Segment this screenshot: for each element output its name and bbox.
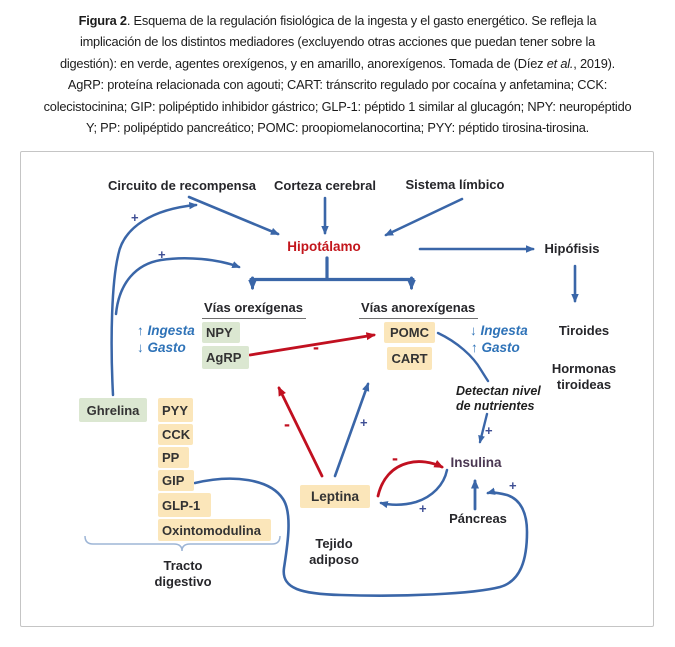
et-al-italic: et al. (546, 55, 574, 71)
node-agrp: AgRP (202, 346, 249, 369)
label-nutrient-sensing: Detectan nivel de nutrientes (456, 384, 541, 413)
minus-sign-leptina-insulin: - (392, 448, 398, 468)
node-pomc: POMC (384, 322, 435, 343)
caption-line-1: Figura 2. Esquema de la regulación fisiológica de la ingesta y el gasto energético. Se refleja la (78, 13, 597, 28)
node-pp: PP (158, 447, 189, 468)
node-thyroid-hormones: Hormonas tiroideas (551, 361, 617, 392)
caption-line-6: Y; PP: polipéptido pancreático; POMC: proopiomelanocortina; PYY: péptido tirosina-tirosina. (85, 120, 590, 136)
node-glp1: GLP-1 (158, 493, 211, 517)
header-anorexigenic-pathways: Vías anorexígenas (359, 300, 478, 319)
node-pyy: PYY (158, 398, 193, 422)
plus-sign-nutrients-insulin: + (485, 423, 493, 438)
caption-line-3: digestión): en verde, agentes orexígenos, y en amarillo, anorexígenos. Tomada de (Díez et al., 2019). (59, 55, 616, 71)
node-limbic-system: Sistema límbico (405, 177, 505, 192)
plus-sign-insulin-leptina: + (419, 501, 427, 516)
plus-sign-gut-pancreas: + (509, 478, 517, 493)
node-insulin: Insulina (450, 455, 502, 470)
node-leptina: Leptina (300, 485, 370, 508)
figure-frame (20, 151, 654, 627)
node-cerebral-cortex: Corteza cerebral (274, 178, 376, 193)
minus-sign-agrp-pomc: - (313, 337, 319, 357)
node-cart: CART (387, 347, 432, 370)
label-digestive-tract: Tracto digestivo (154, 558, 212, 589)
node-hypothalamus: Hipotálamo (287, 239, 361, 254)
minus-sign-leptina-agrp: - (284, 414, 290, 434)
node-pituitary: Hipófisis (544, 241, 600, 256)
node-ghrelina: Ghrelina (79, 398, 147, 422)
label-expenditure-up: ↑ Gasto (471, 340, 520, 355)
node-pancreas: Páncreas (449, 511, 507, 526)
arrow-reward-to-hypothalamus (189, 197, 278, 234)
label-expenditure-down: ↓ Gasto (137, 340, 186, 355)
arrow-leptina-to-insulin-inhibit (378, 462, 442, 496)
arrow-limbic-to-hypothalamus (386, 199, 462, 235)
node-reward-circuit: Circuito de recompensa (107, 178, 257, 193)
caption-line-4: AgRP: proteína relacionada con agouti; CART: tránscrito regulado por cocaína y anfetamina; CCK: (67, 77, 608, 93)
label-intake-up: ↑ Ingesta (137, 323, 195, 338)
arrow-leptina-to-pomc (335, 384, 368, 476)
plus-sign-ghrelina-orexigenic: + (158, 247, 166, 262)
plus-sign-ghrelina-reward: + (131, 210, 139, 225)
node-cck: CCK (158, 424, 193, 445)
figure-caption (0, 10, 675, 138)
plus-sign-leptina-pomc: + (360, 415, 368, 430)
hypothalamus-split-stem (251, 258, 413, 280)
arrow-ghrelina-to-reward (112, 205, 196, 395)
label-adipose-tissue: Tejido adiposo (309, 536, 359, 567)
header-orexigenic-pathways: Vías orexígenas (202, 300, 306, 319)
caption-line-5: colecistocinina; GIP: polipéptido inhibidor gástrico; GLP-1: péptido 1 similar al glucagón; NPY: neuropéptido (43, 98, 632, 114)
node-npy: NPY (202, 322, 240, 343)
node-oxintomodulina: Oxintomodulina (158, 519, 271, 541)
figure-label: Figura 2 (78, 13, 127, 28)
node-gip: GIP (158, 470, 194, 491)
arrow-insulin-to-leptina (381, 470, 447, 505)
node-thyroid: Tiroides (558, 323, 610, 338)
label-intake-down: ↓ Ingesta (470, 323, 528, 338)
caption-line-2: implicación de los distintos mediadores (excluyendo otras acciones que puedan tener sobre la (79, 34, 596, 50)
arrow-agrp-to-pomc-inhibit (250, 335, 374, 355)
